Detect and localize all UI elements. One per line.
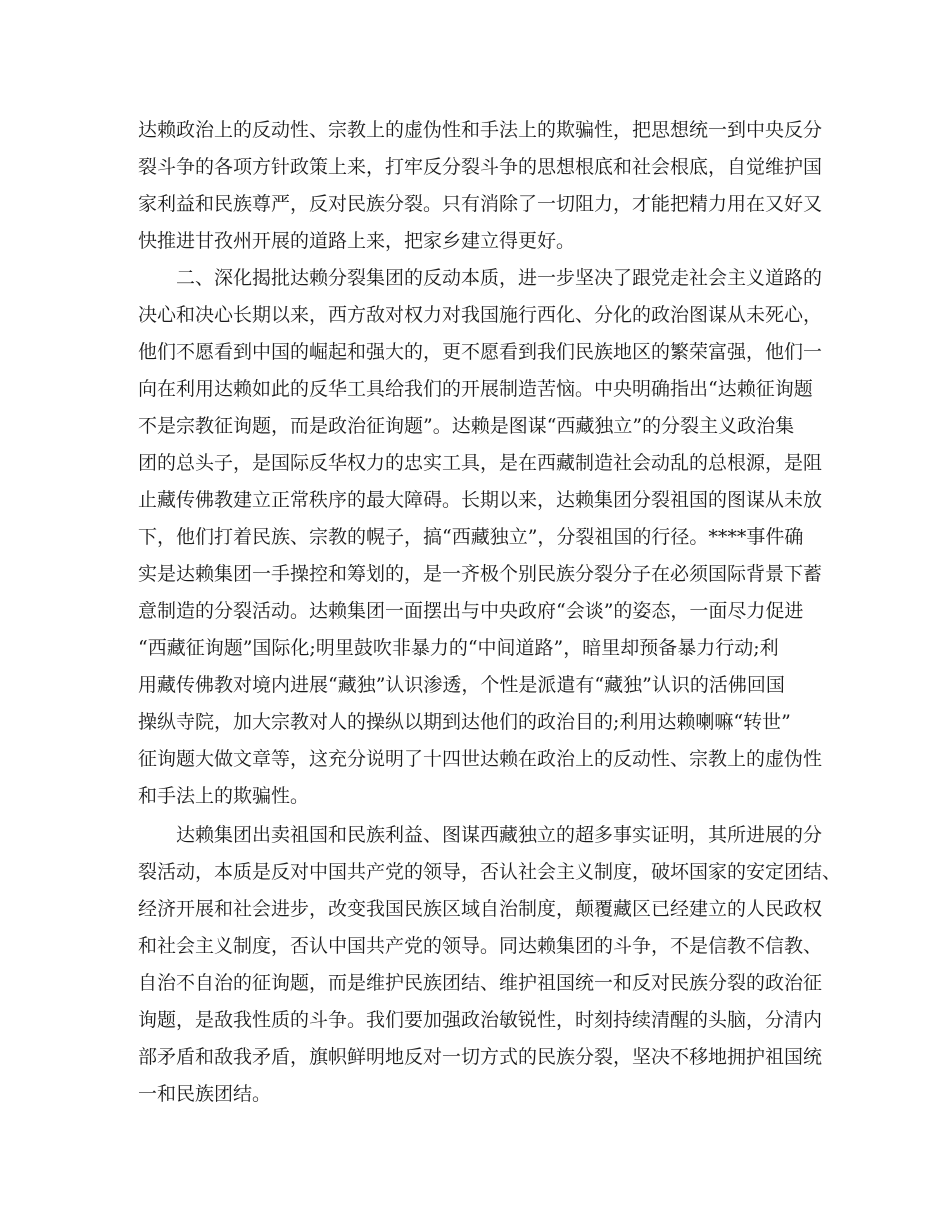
text-line: 用藏传佛教对境内进展“藏独”认识渗透，个性是派遣有“藏独”认识的活佛回国 — [138, 674, 785, 696]
text-line: 和社会主义制度，否认中国共产党的领导。同达赖集团的斗争，不是信教不信教、 — [138, 935, 823, 957]
text-line: 自治不自治的征询题，而是维护民族团结、维护祖国统一和反对民族分裂的政治征 — [138, 972, 823, 994]
text-line: 询题，是敌我性质的斗争。我们要加强政治敏锐性，时刻持续清醒的头脑，分清内 — [138, 1009, 823, 1031]
text-line: 征询题大做文章等，这充分说明了十四世达赖在政治上的反动性、宗教上的虚伪性 — [138, 748, 823, 770]
text-line: 快推进甘孜州开展的道路上来，把家乡建立得更好。 — [138, 230, 576, 252]
text-line: 下，他们打着民族、宗教的幌子，搞“西藏独立”，分裂祖国的行径。****事件确 — [138, 526, 804, 548]
text-line: 裂活动，本质是反对中国共产党的领导，否认社会主义制度，破坏国家的安定团结、 — [138, 861, 842, 883]
text-line: 操纵寺院，加大宗教对人的操纵以期到达他们的政治目的;利用达赖喇嘛“转世” — [138, 711, 791, 733]
text-line: 二、深化揭批达赖分裂集团的反动本质，进一步坚决了跟党走社会主义道路的 — [176, 267, 823, 289]
text-line: 裂斗争的各项方针政策上来，打牢反分裂斗争的思想根底和社会根底，自觉维护国 — [138, 156, 823, 178]
text-line: 和手法上的欺骗性。 — [138, 785, 310, 807]
text-line: 达赖集团出卖祖国和民族利益、图谋西藏独立的超多事实证明，其所进展的分 — [176, 824, 823, 846]
text-line: 一和民族团结。 — [138, 1083, 272, 1105]
text-line: 不是宗教征询题，而是政治征询题”。达赖是图谋“西藏独立”的分裂主义政治集 — [138, 415, 795, 437]
text-line: 部矛盾和敌我矛盾，旗帜鲜明地反对一切方式的民族分裂，坚决不移地拥护祖国统 — [138, 1046, 823, 1068]
text-line: 向在利用达赖如此的反华工具给我们的开展制造苦恼。中央明确指出“达赖征询题 — [138, 378, 813, 400]
text-line: 止藏传佛教建立正常秩序的最大障碍。长期以来，达赖集团分裂祖国的图谋从未放 — [138, 489, 823, 511]
text-line: 实是达赖集团一手操控和筹划的，是一齐极个别民族分裂分子在必须国际背景下蓄 — [138, 563, 823, 585]
text-line: 家利益和民族尊严，反对民族分裂。只有消除了一切阻力，才能把精力用在又好又 — [138, 193, 823, 215]
text-line: 经济开展和社会进步，改变我国民族区域自治制度，颠覆藏区已经建立的人民政权 — [138, 898, 823, 920]
text-line: 意制造的分裂活动。达赖集团一面摆出与中央政府“会谈”的姿态，一面尽力促进 — [138, 600, 804, 622]
text-line: “西藏征询题”国际化;明里鼓吹非暴力的“中间道路”，暗里却预备暴力行动;利 — [138, 637, 779, 659]
text-line: 团的总头子，是国际反华权力的忠实工具，是在西藏制造社会动乱的总根源，是阻 — [138, 452, 823, 474]
text-line: 达赖政治上的反动性、宗教上的虚伪性和手法上的欺骗性，把思想统一到中央反分 — [138, 119, 823, 141]
text-line: 他们不愿看到中国的崛起和强大的，更不愿看到我们民族地区的繁荣富强，他们一 — [138, 341, 823, 363]
text-line: 决心和决心长期以来，西方敌对权力对我国施行西化、分化的政治图谋从未死心， — [138, 304, 823, 326]
